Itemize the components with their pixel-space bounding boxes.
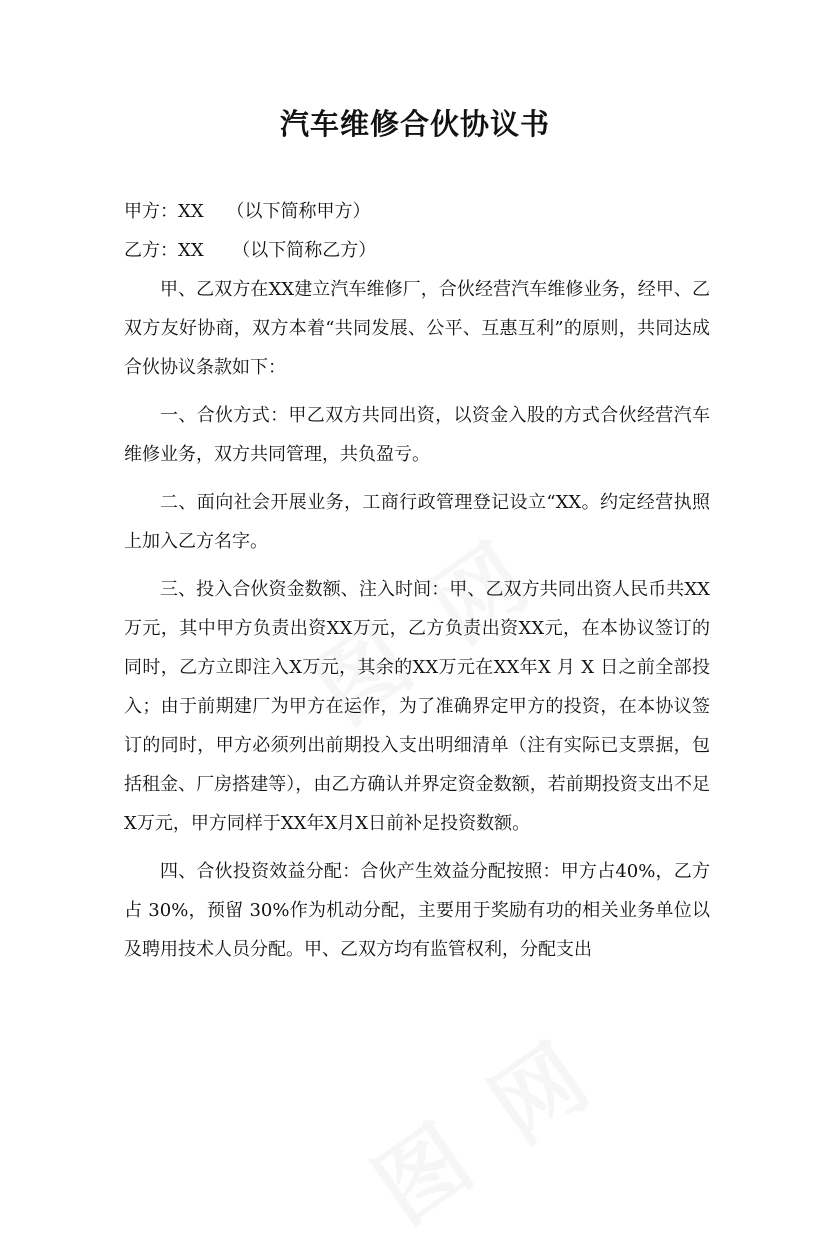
party-b-line: 乙方：XX （以下简称乙方） [124, 240, 377, 261]
document-body [124, 192, 710, 978]
document-title: 汽车维修合伙协议书 [279, 107, 550, 141]
clause-1-paragraph: 一、合伙方式：甲乙双方共同出资，以资金入股的方式合伙经营汽车维修业务，双方共同管理，共负盈亏。 [124, 405, 710, 465]
clause-2-paragraph: 二、面向社会开展业务，工商行政管理登记设立“XX。约定经营执照上加入乙方名字。 [124, 492, 710, 552]
intro-paragraph: 甲、乙双方在XX建立汽车维修厂，合伙经营汽车维修业务，经甲、乙双方友好协商，双方本着“共同发展、公平、互惠互利”的原则，共同达成合伙协议条款如下： [124, 279, 710, 378]
clause-3-paragraph: 三、投入合伙资金数额、注入时间：甲、乙双方共同出资人民币共XX万元，其中甲方负责出资XX万元，乙方负责出资XX元，在本协议签订的同时，乙方立即注入X万元，其余的XX万元在XX年X 月 X 日之前全部投入；由于前期建厂为甲方在运作，为了准确界定甲方的投资，在本协议签订的同时，甲方必须列出前期投入支出明细清单（注有实际已支票据，包括租金、厂房搭建等），由乙方确认并界定资金数额，若前期投资支出不足X万元，甲方同样于XX年X月X日前补足投资数额。 [124, 579, 710, 834]
watermark [345, 1003, 617, 1247]
clause-4-paragraph: 四、合伙投资效益分配：合伙产生效益分配按照：甲方占40%，乙方占 30%，预留 30%作为机动分配，主要用于奖励有功的相关业务单位以及聘用技术人员分配。甲、乙双方均有监管权利，分配支出 [124, 861, 710, 960]
party-a-line: 甲方：XX （以下简称甲方） [124, 201, 371, 222]
